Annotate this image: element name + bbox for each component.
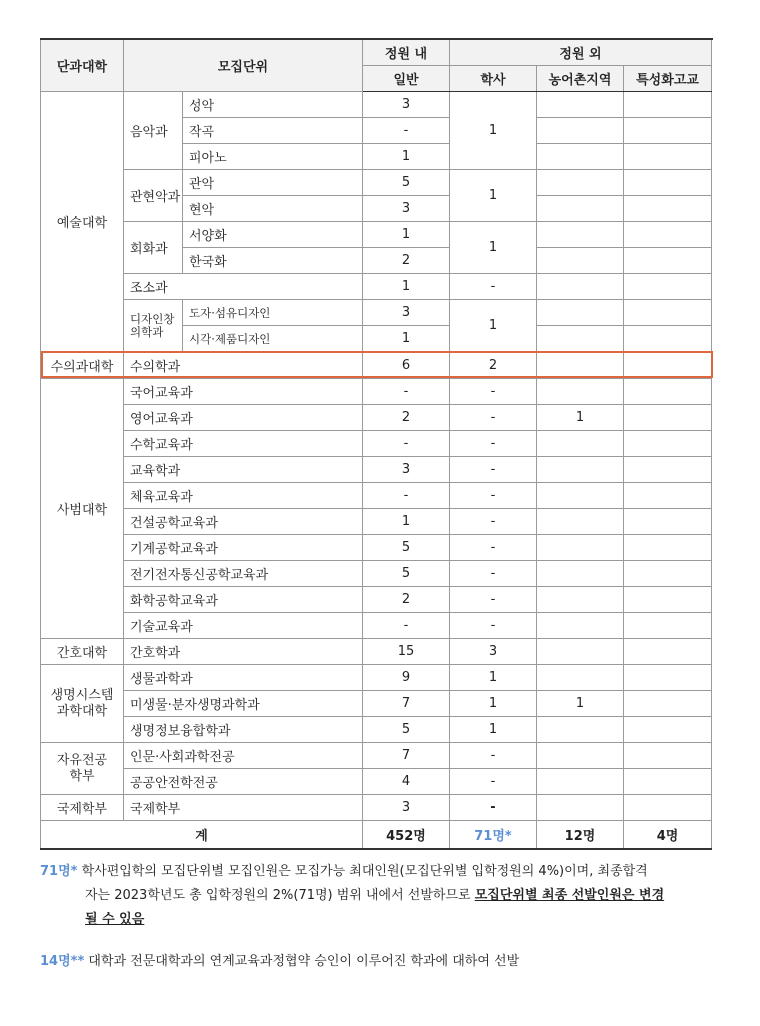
table-row — [41, 561, 712, 587]
college-cell-edu: 사범대학 — [41, 379, 124, 639]
bachelor-cell: - — [450, 405, 537, 431]
dept-cell: 공공안전학전공 — [124, 769, 363, 795]
general-cell: 5 — [363, 170, 450, 196]
dept-cell: 화학공학교육과 — [124, 587, 363, 613]
rural-cell — [537, 431, 624, 457]
dept-cell: 영어교육과 — [124, 405, 363, 431]
college-cell-vet: 수의과대학 — [41, 352, 124, 379]
header-general: 일반 — [363, 66, 450, 92]
bachelor-cell: - — [450, 379, 537, 405]
footnote-1-bold-b: 될 수 있음 — [85, 912, 145, 927]
general-cell: 6 — [363, 352, 450, 379]
general-cell: 9 — [363, 665, 450, 691]
admission-table-wrapper — [40, 38, 711, 850]
table-row — [41, 691, 712, 717]
college-free-line2: 학부 — [69, 768, 95, 784]
college-free-line1: 자유전공 — [56, 752, 108, 768]
major-cell-composition: 작곡 — [183, 118, 363, 144]
major-cell-ceramic: 도자·섬유디자인 — [183, 300, 363, 326]
general-cell: 7 — [363, 743, 450, 769]
general-cell: 5 — [363, 717, 450, 743]
major-cell-piano: 피아노 — [183, 144, 363, 170]
dept-cell: 기술교육과 — [124, 613, 363, 639]
bachelor-cell: - — [450, 769, 537, 795]
total-label: 계 — [41, 821, 363, 850]
general-cell: 2 — [363, 248, 450, 274]
rural-cell — [537, 535, 624, 561]
header-within: 정원 내 — [363, 39, 450, 66]
rural-cell — [537, 379, 624, 405]
table-row — [41, 274, 712, 300]
general-cell: 1 — [363, 509, 450, 535]
footnote-1-line2 — [40, 884, 720, 908]
table-row — [41, 509, 712, 535]
rural-cell — [537, 587, 624, 613]
major-cell-strings: 현악 — [183, 196, 363, 222]
header-outside: 정원 외 — [450, 39, 712, 66]
dept-cell: 간호학과 — [124, 639, 363, 665]
footnote-1-line1 — [40, 860, 720, 884]
general-cell: 3 — [363, 300, 450, 326]
header-unit: 모집단위 — [124, 39, 363, 92]
general-cell: - — [363, 431, 450, 457]
general-cell: - — [363, 379, 450, 405]
table-row — [41, 769, 712, 795]
general-cell: 1 — [363, 144, 450, 170]
bachelor-cell: 1 — [450, 92, 537, 170]
rural-cell — [537, 717, 624, 743]
table-row — [41, 717, 712, 743]
table-row — [41, 743, 712, 769]
bachelor-cell: - — [450, 457, 537, 483]
rural-cell: 1 — [537, 691, 624, 717]
table-row — [41, 222, 712, 248]
dept-cell-orchestra: 관현악과 — [124, 170, 183, 222]
table-row — [41, 170, 712, 196]
general-cell: - — [363, 118, 450, 144]
college-cell-free — [41, 743, 124, 795]
table-row — [41, 795, 712, 821]
general-cell: 15 — [363, 639, 450, 665]
general-cell: - — [363, 613, 450, 639]
dept-cell-sculpture: 조소과 — [124, 274, 363, 300]
general-cell: 5 — [363, 561, 450, 587]
total-general: 452명 — [363, 821, 450, 850]
table-row — [41, 613, 712, 639]
table-row — [41, 379, 712, 405]
general-cell: 3 — [363, 795, 450, 821]
table-row — [41, 587, 712, 613]
general-cell: 1 — [363, 222, 450, 248]
footnote-1-text-b: 자는 2023학년도 총 입학정원의 2%(71명) 범위 내에서 선발하므로 — [85, 888, 475, 903]
college-cell-nursing: 간호대학 — [41, 639, 124, 665]
major-cell-korean: 한국화 — [183, 248, 363, 274]
dept-cell: 생명정보융합학과 — [124, 717, 363, 743]
general-cell: 7 — [363, 691, 450, 717]
total-rural: 12명 — [537, 821, 624, 850]
dept-cell: 국제학부 — [124, 795, 363, 821]
rural-cell — [537, 613, 624, 639]
dept-cell-music: 음악과 — [124, 92, 183, 170]
table-row — [41, 300, 712, 326]
footnote-2-mark: 14명** — [40, 954, 85, 969]
total-special: 4명 — [624, 821, 712, 850]
bachelor-cell: 3 — [450, 639, 537, 665]
header-special: 특성화고교 — [624, 66, 712, 92]
dept-cell: 수학교육과 — [124, 431, 363, 457]
general-cell: 3 — [363, 92, 450, 118]
bachelor-cell: 1 — [450, 300, 537, 352]
total-bachelor: 71명* — [450, 821, 537, 850]
general-cell: 2 — [363, 405, 450, 431]
bachelor-cell: - — [450, 483, 537, 509]
general-cell: - — [363, 483, 450, 509]
bachelor-cell: 1 — [450, 665, 537, 691]
college-cell-intl: 국제학부 — [41, 795, 124, 821]
dept-cell-design — [124, 300, 183, 352]
footnote-2 — [40, 950, 720, 974]
general-cell: 3 — [363, 457, 450, 483]
dept-cell: 전기전자통신공학교육과 — [124, 561, 363, 587]
general-cell: 3 — [363, 196, 450, 222]
dept-cell: 기계공학교육과 — [124, 535, 363, 561]
footnote-1-bold-a: 모집단위별 최종 선발인원은 변경 — [474, 888, 665, 903]
header-rural: 농어촌지역 — [537, 66, 624, 92]
major-cell-western: 서양화 — [183, 222, 363, 248]
general-cell: 2 — [363, 587, 450, 613]
rural-cell — [537, 457, 624, 483]
major-cell-visual: 시각·제품디자인 — [183, 326, 363, 352]
bachelor-cell: - — [450, 509, 537, 535]
bachelor-cell: 1 — [450, 222, 537, 274]
table-row-vet — [41, 352, 712, 379]
bachelor-cell: 1 — [450, 691, 537, 717]
rural-cell — [537, 665, 624, 691]
table-row — [41, 405, 712, 431]
dept-cell: 교육학과 — [124, 457, 363, 483]
table-row — [41, 639, 712, 665]
table-row — [41, 535, 712, 561]
dept-cell: 국어교육과 — [124, 379, 363, 405]
rural-cell — [537, 509, 624, 535]
college-life-line1: 생명시스템 — [50, 687, 114, 703]
header-bachelor: 학사 — [450, 66, 537, 92]
dept-cell-painting: 회화과 — [124, 222, 183, 274]
header-college: 단과대학 — [41, 39, 124, 92]
header-row-1 — [41, 39, 712, 66]
footnote-1 — [40, 860, 720, 932]
rural-cell — [537, 483, 624, 509]
rural-cell: 1 — [537, 405, 624, 431]
design-label: 디자인창의학과 — [130, 311, 175, 339]
bachelor-cell: - — [450, 795, 537, 821]
dept-cell: 인문·사회과학전공 — [124, 743, 363, 769]
bachelor-cell: - — [450, 561, 537, 587]
college-cell-life — [41, 665, 124, 743]
table-row — [41, 431, 712, 457]
bachelor-cell: 1 — [450, 717, 537, 743]
bachelor-cell: - — [450, 613, 537, 639]
dept-cell-vet: 수의학과 — [124, 352, 363, 379]
general-cell: 1 — [363, 326, 450, 352]
bachelor-cell: - — [450, 274, 537, 300]
rural-cell — [537, 561, 624, 587]
major-cell-winds: 관악 — [183, 170, 363, 196]
bachelor-cell: - — [450, 535, 537, 561]
major-cell-vocal: 성악 — [183, 92, 363, 118]
footnote-1-text-a: 학사편입학의 모집단위별 모집인원은 모집가능 최대인원(모집단위별 입학정원의 4%)이며, 최종합격 — [81, 864, 648, 879]
table-row — [41, 483, 712, 509]
general-cell: 5 — [363, 535, 450, 561]
bachelor-cell: - — [450, 743, 537, 769]
dept-cell: 미생물·분자생명과학과 — [124, 691, 363, 717]
footnote-1-line3 — [40, 908, 720, 932]
table-row — [41, 457, 712, 483]
bachelor-cell: - — [450, 587, 537, 613]
general-cell: 1 — [363, 274, 450, 300]
table-row — [41, 665, 712, 691]
dept-cell: 생물과학과 — [124, 665, 363, 691]
bachelor-cell: 2 — [450, 352, 537, 379]
footnote-2-text: 대학과 전문대학과의 연계교육과정협약 승인이 이루어진 학과에 대하여 선발 — [88, 954, 520, 969]
college-cell-art: 예술대학 — [41, 92, 124, 352]
general-cell: 4 — [363, 769, 450, 795]
bachelor-cell: - — [450, 431, 537, 457]
footnote-1-mark: 71명* — [40, 864, 78, 879]
dept-cell: 체육교육과 — [124, 483, 363, 509]
table-row — [41, 92, 712, 118]
dept-cell: 건설공학교육과 — [124, 509, 363, 535]
college-life-line2: 과학대학 — [56, 703, 108, 719]
admission-table — [40, 38, 712, 850]
bachelor-cell: 1 — [450, 170, 537, 222]
total-row — [41, 821, 712, 850]
